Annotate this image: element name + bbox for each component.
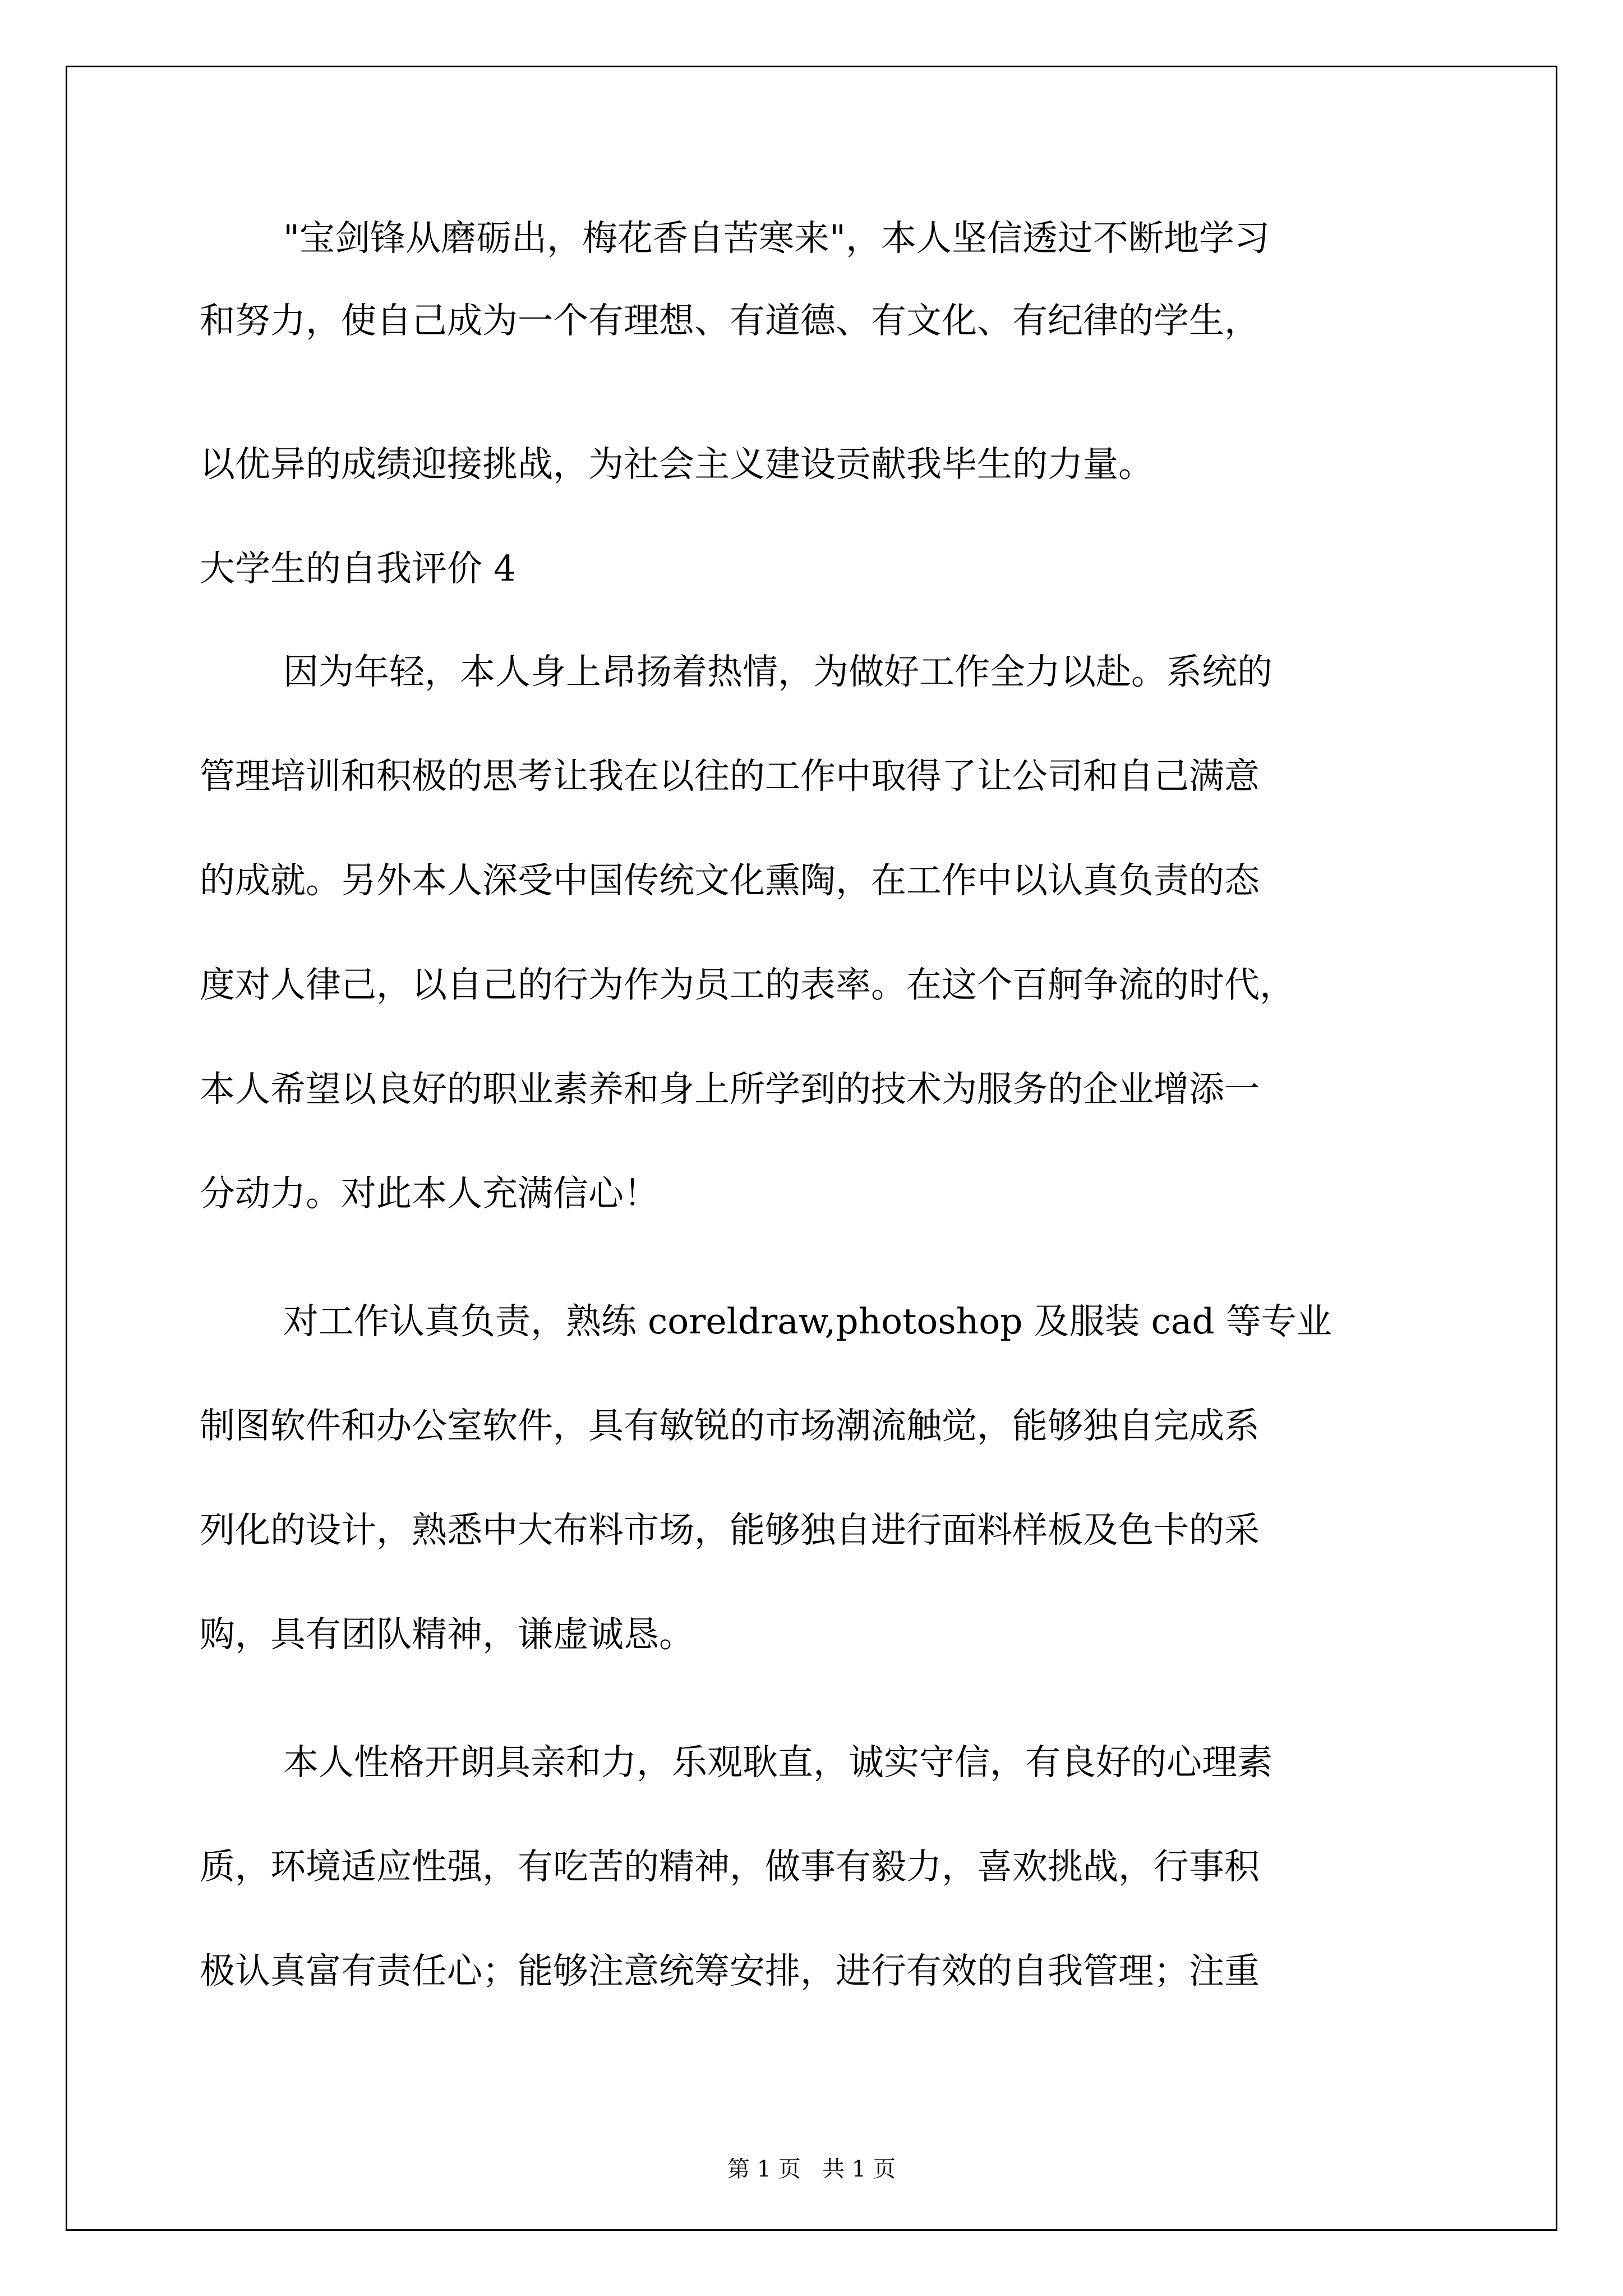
section-heading: 大学生的自我评价 4 [200, 548, 517, 589]
paragraph-line: 和努力，使自己成为一个有理想、有道德、有文化、有纪律的学生， [200, 300, 1260, 341]
paragraph-line: 极认真富有责任心；能够注意统筹安排，进行有效的自我管理；注重 [200, 1950, 1260, 1991]
paragraph-line: 以优异的成绩迎接挑战，为社会主义建设贡献我毕生的力量。 [200, 444, 1154, 485]
paragraph-line: 的成就。另外本人深受中国传统文化熏陶，在工作中以认真负责的态 [200, 860, 1260, 901]
paragraph-line: 本人性格开朗具亲和力，乐观耿直，诚实守信，有良好的心理素 [283, 1742, 1272, 1783]
page-number-footer: 第 1 页 共 1 页 [727, 2156, 896, 2182]
page-border [66, 66, 1557, 2231]
paragraph-line: 度对人律己，以自己的行为作为员工的表率。在这个百舸争流的时代， [200, 964, 1295, 1005]
paragraph-line: 因为年轻，本人身上昂扬着热情，为做好工作全力以赴。系统的 [283, 651, 1272, 692]
paragraph-line: 质，环境适应性强，有吃苦的精神，做事有毅力，喜欢挑战，行事积 [200, 1846, 1260, 1887]
paragraph-line: 本人希望以良好的职业素养和身上所学到的技术为服务的企业增添一 [200, 1069, 1260, 1110]
paragraph-line: "宝剑锋从磨砺出，梅花香自苦寒来"，本人坚信透过不断地学习 [283, 218, 1270, 259]
paragraph-line: 制图软件和办公室软件，具有敏锐的市场潮流触觉，能够独自完成系 [200, 1405, 1260, 1446]
paragraph-line: 对工作认真负责，熟练 coreldraw,photoshop 及服装 cad 等专业 [283, 1301, 1332, 1342]
paragraph-line: 列化的设计，熟悉中大布料市场，能够独自进行面料样板及色卡的采 [200, 1510, 1260, 1550]
paragraph-line: 分动力。对此本人充满信心！ [200, 1173, 659, 1214]
paragraph-line: 购，具有团队精神，谦虚诚恳。 [200, 1614, 694, 1655]
paragraph-line: 管理培训和积极的思考让我在以往的工作中取得了让公司和自己满意 [200, 756, 1260, 797]
